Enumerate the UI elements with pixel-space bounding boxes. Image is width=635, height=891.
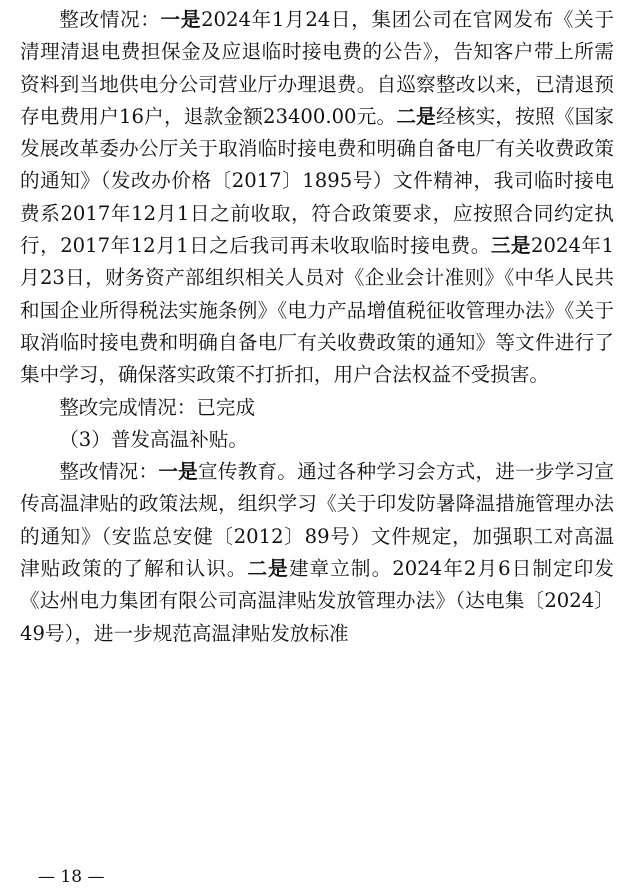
paragraph-rectification-subsidy <box>20 456 614 650</box>
text-segment: 2024年1月24日，集团公司在官网发布《关于清理清退电费担保金及应退临时接电费的公告》，告知客户带上所需资料到当地供电分公司营业厅办理退费。自巡察整改以来，已清退预存电费用户16户，退款金额23400.00元。 <box>20 8 615 128</box>
text-segment: 整改情况： <box>59 460 159 484</box>
text-segment: （3）普发高温补贴。 <box>59 427 248 451</box>
text-segment: 2024年1月23日，财务资产部组织相关人员对《企业会计准则》《中华人民共和国企业所得税法实施条例》《电力产品增值税征收管理办法》《关于取消临时接电费和明确自备电厂有关收费政策的通知》等文件进行了集中学习，确保落实政策不打折扣，用户合法权益不受损害。 <box>20 234 614 387</box>
paragraph-section-heading <box>20 424 614 456</box>
text-segment: 建章立制。2024年2月6日制定印发《达州电力集团有限公司高温津贴发放管理办法》（达电集〔2024〕49号），进一步规范高温津贴发放标准 <box>20 557 615 645</box>
text-segment: 经核实，按照《国家发展改革委办公厅关于取消临时接电费和明确自备电厂有关收费政策的通知》（发改办价格〔2017〕1895号）文件精神，我司临时接电费系2017年12月1日之前收取，符合政策要求，应按照合同约定执行，2017年12月1日之后我司再未收取临时接电费。 <box>20 104 615 258</box>
bold-marker-second: 二是 <box>396 104 436 128</box>
document-body <box>20 4 614 650</box>
paragraph-completion-status <box>20 392 614 424</box>
bold-marker-second: 二是 <box>247 557 289 581</box>
bold-marker-first: 一是 <box>158 460 198 484</box>
paragraph-rectification-fees <box>20 4 614 392</box>
page-number: — 18 — <box>38 867 105 887</box>
text-segment: 整改完成情况：已完成 <box>59 395 256 419</box>
bold-marker-first: 一是 <box>160 8 202 31</box>
text-segment: 宣传教育。通过各种学习会方式，进一步学习宣传高温津贴的政策法规，组织学习《关于印发防暑降温措施管理办法的通知》（安监总安健〔2012〕89号）文件规定，加强职工对高温津贴政策的了解和认识。 <box>20 460 615 581</box>
text-segment: 整改情况： <box>59 8 161 31</box>
bold-marker-third: 三是 <box>490 234 532 258</box>
